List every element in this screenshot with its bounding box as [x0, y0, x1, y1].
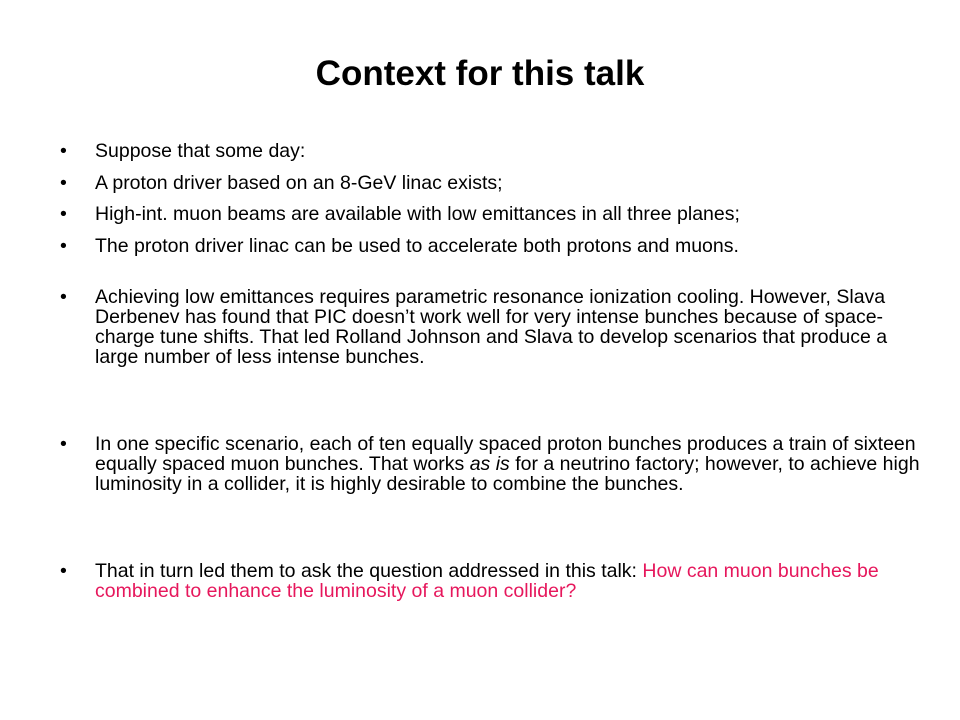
bullet-text-part: That in turn led them to ask the question addressed in this talk:	[95, 560, 643, 582]
bullet-item	[60, 236, 930, 256]
bullet-text: A proton driver based on an 8-GeV linac exists;	[95, 172, 503, 194]
bullet-text-part: for a neutrino factory; however, to achieve high luminosity in a collider, it is highly desirable to combine the bunches.	[95, 453, 920, 495]
bullet-icon: •	[60, 235, 67, 257]
bullet-icon: •	[60, 172, 67, 194]
bullet-text	[95, 434, 930, 494]
bullet-icon: •	[60, 560, 67, 582]
bullet-text: High-int. muon beams are available with low emittances in all three planes;	[95, 203, 740, 225]
bullet-icon: •	[60, 203, 67, 225]
bullet-item	[60, 434, 930, 494]
slide-title: Context for this talk	[315, 54, 645, 93]
bullet-icon: •	[60, 140, 67, 162]
bullet-text: Suppose that some day:	[95, 140, 306, 162]
bullet-item	[60, 204, 930, 224]
bullet-text-part: In one specific scenario, each of ten equally spaced proton bunches produces a train of sixteen equally spaced muon bunches. That works	[95, 433, 916, 475]
bullet-icon: •	[60, 286, 67, 308]
bullet-text: Achieving low emittances requires parametric resonance ionization cooling. However, Slava Derbenev has found that PIC doesn’t work well for very intense bunches because of space-charge tune shifts. That led Rolland Johnson and Slava to develop scenarios that produce a large number of less intense bunches.	[95, 286, 888, 368]
bullet-item	[60, 141, 930, 161]
bullet-item	[60, 173, 930, 193]
bullet-item	[60, 561, 930, 601]
bullet-item	[60, 287, 930, 367]
highlighted-question: How can muon bunches be combined to enhance the luminosity of a muon collider?	[95, 560, 879, 602]
emphasis-text: as is	[469, 453, 510, 475]
bullet-text	[95, 561, 930, 601]
bullet-icon: •	[60, 433, 67, 455]
bullet-text: The proton driver linac can be used to accelerate both protons and muons.	[95, 235, 739, 257]
